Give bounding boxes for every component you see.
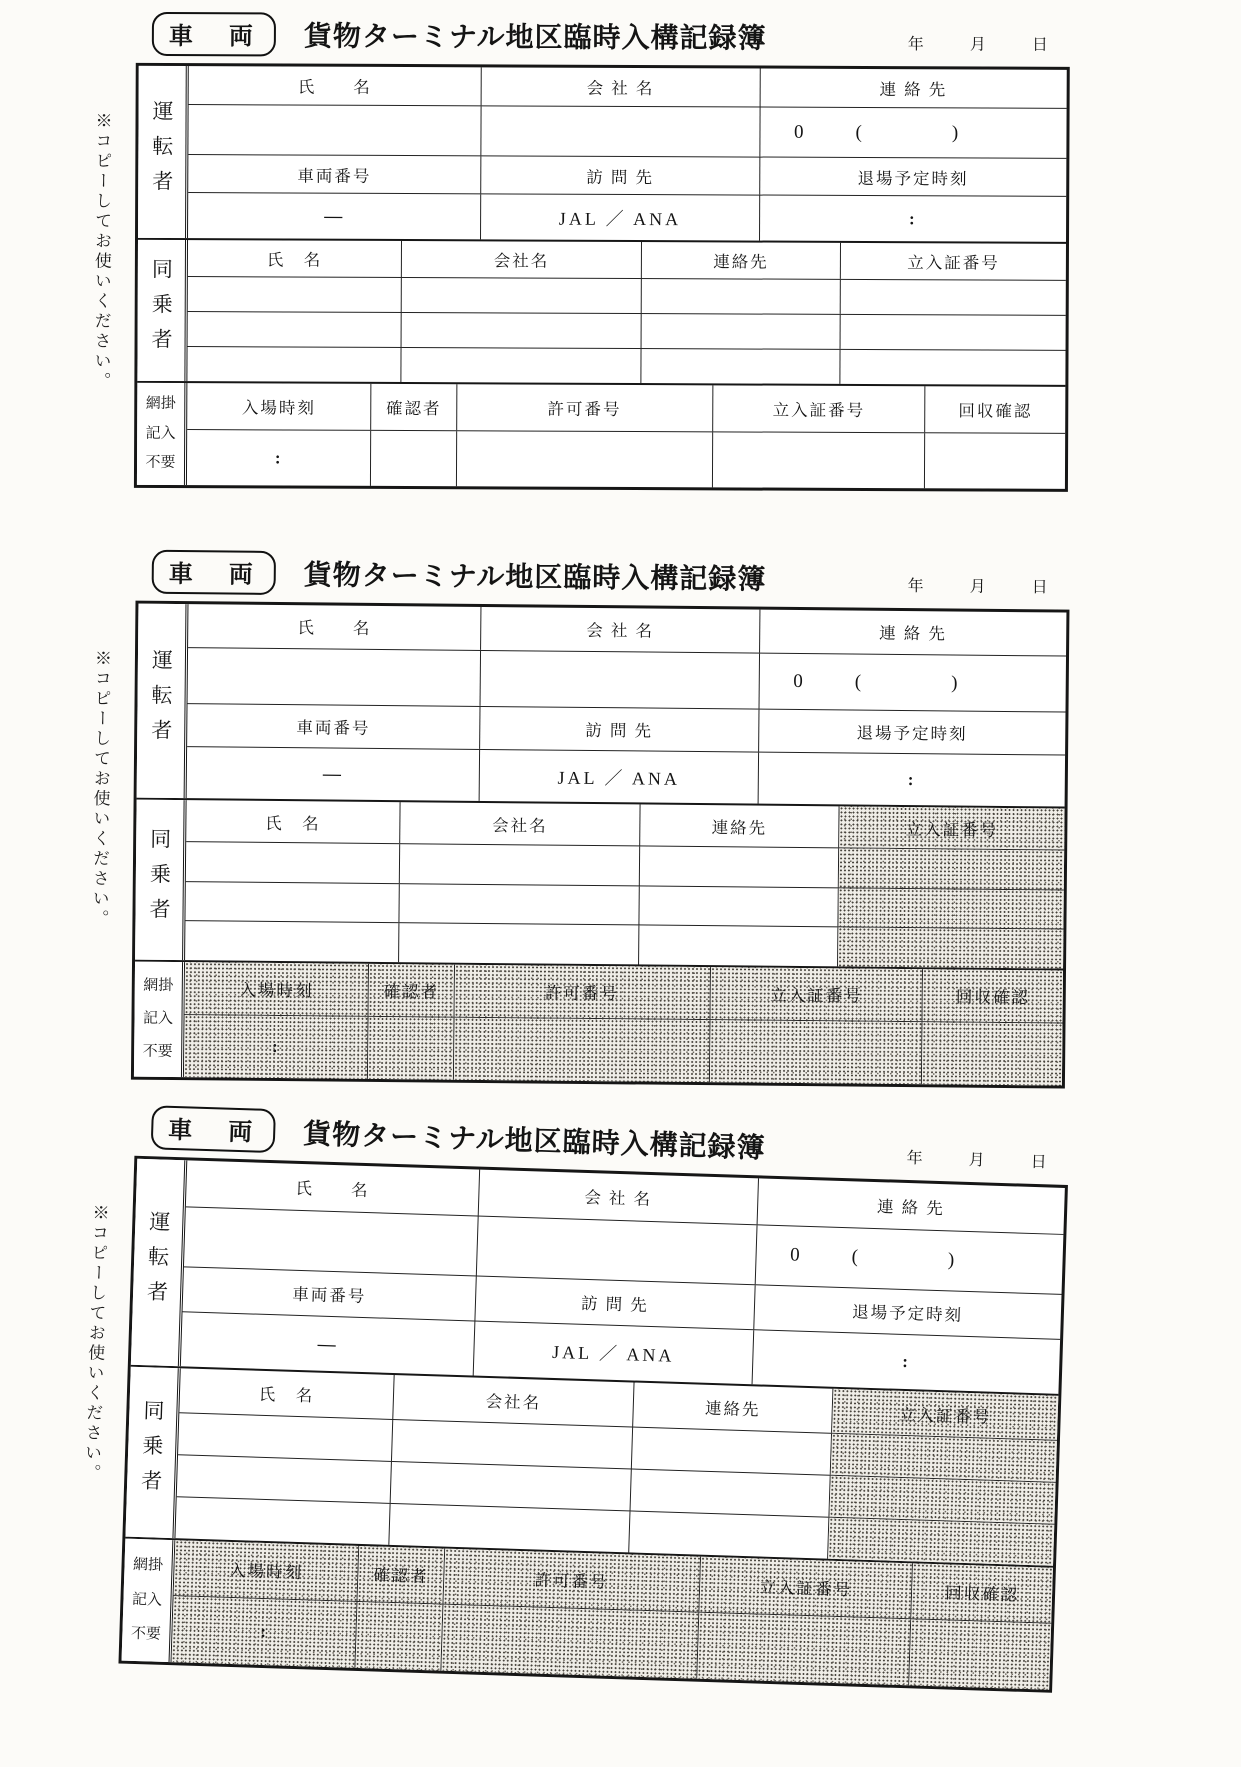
driver-section-label xyxy=(137,604,189,799)
passenger-section xyxy=(137,238,1066,385)
checker-header: 確認者 xyxy=(372,384,457,430)
passenger-name-input[interactable] xyxy=(188,277,402,312)
vehicle-input-row xyxy=(187,746,1065,806)
office-input-row xyxy=(187,429,1065,489)
passenger-contact-header: 連絡先 xyxy=(640,805,840,848)
entry-time-cell xyxy=(187,430,372,486)
passenger-name-header: 氏 名 xyxy=(188,240,402,277)
passenger-contact-input[interactable] xyxy=(641,349,840,384)
passenger-contact-input[interactable] xyxy=(630,1469,830,1516)
vehicle-badge: 車 両 xyxy=(152,550,276,595)
vehicle-number-dash: ― xyxy=(317,1333,339,1354)
form-title: 貨物ターミナル地区臨時入構記録簿 xyxy=(303,20,767,54)
permit-number-header: 許可番号 xyxy=(443,1548,701,1611)
passenger-pass-number-cell xyxy=(831,1433,1057,1481)
passenger-company-input[interactable] xyxy=(402,278,642,313)
phone-paren-close-icon: ) xyxy=(951,672,958,694)
month-label: 月 xyxy=(968,1151,985,1169)
office-header-row xyxy=(187,383,1065,433)
passenger-section xyxy=(135,798,1065,968)
entry-time-header: 入場時刻 xyxy=(187,383,372,430)
passenger-pass-number-header: 立入証番号 xyxy=(907,253,1000,273)
phone-paren-open-icon: ( xyxy=(855,121,862,143)
exit-time-input[interactable] xyxy=(760,196,1067,242)
exit-time-colon: : xyxy=(909,208,917,228)
collection-confirm-header: 回収確認 xyxy=(912,1563,1053,1623)
passenger-pass-number-cell xyxy=(828,1517,1054,1565)
day-label: 日 xyxy=(1031,36,1048,54)
phone-paren-open-icon: ( xyxy=(851,1246,859,1268)
office-pass-number-header: 立入証番号 xyxy=(713,385,926,432)
passenger-contact-input[interactable] xyxy=(639,926,839,966)
driver-input-row xyxy=(188,647,1067,712)
form-title: 貨物ターミナル地区臨時入構記録簿 xyxy=(303,559,767,595)
passenger-contact-input[interactable] xyxy=(629,1511,829,1558)
month-label: 月 xyxy=(969,35,986,54)
passenger-header-row xyxy=(188,240,1066,280)
vehicle-badge: 車 両 xyxy=(151,1105,276,1153)
office-label-line: 網掛 xyxy=(143,977,174,995)
collection-confirm-cell xyxy=(922,1022,1062,1086)
checker-cell xyxy=(371,431,456,486)
office-header-row xyxy=(185,962,1063,1022)
passenger-name-input[interactable] xyxy=(188,312,402,347)
year-label: 年 xyxy=(907,35,924,53)
passenger-company-input[interactable] xyxy=(402,313,642,348)
driver-section xyxy=(138,66,1067,242)
passenger-company-header: 会社名 xyxy=(402,241,642,278)
passenger-contact-header: 連絡先 xyxy=(633,1383,834,1432)
passenger-contact-input[interactable] xyxy=(642,279,841,314)
driver-company-input[interactable] xyxy=(482,106,761,156)
collection-confirm-header: 回収確認 xyxy=(923,969,1063,1022)
passenger-company-header: 会社名 xyxy=(394,1375,635,1426)
exit-time-colon: : xyxy=(901,1352,911,1372)
passenger-pass-number-cell xyxy=(841,315,1066,350)
year-label: 年 xyxy=(906,1149,923,1167)
scanned-form-page xyxy=(0,12,1241,1767)
permit-number-cell xyxy=(453,1017,710,1082)
office-label-text xyxy=(134,961,182,1077)
office-section-label xyxy=(134,961,185,1077)
passenger-section xyxy=(125,1365,1058,1565)
exit-time-header: 退場予定時刻 xyxy=(856,723,968,745)
phone-paren-close-icon: ) xyxy=(947,1249,955,1271)
driver-name-input[interactable] xyxy=(188,105,481,155)
passenger-pass-number-cell xyxy=(838,927,1063,968)
office-input-row xyxy=(184,1014,1063,1086)
collection-confirm-header: 回収確認 xyxy=(958,401,1033,421)
office-pass-number-cell xyxy=(713,432,926,488)
permit-number-cell xyxy=(441,1604,699,1678)
passenger-pass-number-cell xyxy=(841,280,1066,315)
vehicle-number-input[interactable] xyxy=(181,1312,476,1375)
passenger-row-3 xyxy=(187,346,1065,385)
entry-time-header: 入場時刻 xyxy=(185,962,370,1016)
office-label-line: 網掛 xyxy=(145,395,176,413)
exit-time-colon: : xyxy=(907,769,916,789)
checker-header: 確認者 xyxy=(358,1545,445,1603)
passenger-company-input[interactable] xyxy=(402,348,642,383)
form-title: 貨物ターミナル地区臨時入構記録簿 xyxy=(302,1117,767,1164)
passenger-contact-input[interactable] xyxy=(632,1427,832,1474)
office-label-line: 不要 xyxy=(130,1625,162,1643)
passenger-row-1 xyxy=(188,276,1066,315)
passenger-label-text: 同乗者 xyxy=(148,257,174,363)
office-label-line: 網掛 xyxy=(132,1556,164,1574)
visit-destination-options: JAL ／ ANA xyxy=(558,208,682,229)
date-fields xyxy=(908,21,1048,55)
passenger-name-input[interactable] xyxy=(187,347,401,382)
form-copy-1 xyxy=(91,12,1070,492)
passenger-contact-input[interactable] xyxy=(640,846,840,886)
office-label-text xyxy=(122,1538,173,1662)
office-pass-number-cell xyxy=(697,1612,911,1685)
driver-contact-input[interactable] xyxy=(760,108,1067,158)
driver-company-input[interactable] xyxy=(477,1216,757,1284)
driver-input-row xyxy=(188,104,1066,158)
driver-company-header: 会 社 名 xyxy=(479,1169,759,1223)
checker-cell xyxy=(368,1016,454,1079)
year-label: 年 xyxy=(907,577,924,595)
driver-contact-header: 連 絡 先 xyxy=(876,1196,946,1218)
passenger-section-label xyxy=(137,240,188,381)
office-label-line: 記入 xyxy=(145,425,176,442)
driver-company-header: 会 社 名 xyxy=(482,67,760,106)
passenger-contact-input[interactable] xyxy=(641,314,840,349)
visit-destination-input[interactable] xyxy=(480,750,759,804)
entry-record-table xyxy=(134,63,1070,492)
driver-contact-input[interactable] xyxy=(755,1225,1063,1294)
vehicle-number-header: 車両番号 xyxy=(183,1267,478,1321)
passenger-name-input[interactable] xyxy=(175,1497,390,1545)
passenger-name-input[interactable] xyxy=(178,1413,393,1461)
office-pass-number-cell xyxy=(710,1020,923,1084)
visit-destination-input[interactable] xyxy=(474,1322,754,1385)
copy-instruction-note: ※コピーしてお使いください。 xyxy=(89,649,112,930)
driver-company-header: 会 社 名 xyxy=(481,607,760,653)
phone-paren-close-icon: ) xyxy=(951,121,959,143)
entry-time-cell xyxy=(172,1596,358,1668)
passenger-name-input[interactable] xyxy=(185,882,400,923)
passenger-pass-number-cell xyxy=(839,848,1064,889)
phone-paren-open-icon: ( xyxy=(854,671,862,693)
driver-name-header: 氏 名 xyxy=(189,66,482,105)
day-label: 日 xyxy=(1031,578,1048,596)
passenger-contact-header: 連絡先 xyxy=(642,242,841,279)
day-label: 日 xyxy=(1030,1153,1047,1171)
office-use-section xyxy=(134,959,1063,1085)
driver-contact-input[interactable] xyxy=(759,654,1066,712)
visit-destination-input[interactable] xyxy=(481,194,760,240)
driver-section-label xyxy=(131,1159,187,1367)
entry-time-colon: : xyxy=(271,1036,280,1056)
driver-section xyxy=(131,1159,1065,1394)
driver-header-row xyxy=(189,66,1067,108)
entry-time-header: 入場時刻 xyxy=(174,1540,360,1601)
permit-number-cell xyxy=(456,431,713,487)
driver-name-header: 氏 名 xyxy=(188,604,482,650)
visit-destination-options: JAL ／ ANA xyxy=(557,767,681,789)
passenger-company-header: 会社名 xyxy=(400,803,640,846)
passenger-name-input[interactable] xyxy=(185,921,400,962)
office-label-line: 記入 xyxy=(131,1591,163,1609)
visit-destination-options: JAL ／ ANA xyxy=(551,1342,675,1366)
vehicle-header-row xyxy=(188,154,1066,196)
passenger-row-3 xyxy=(185,920,1063,968)
date-fields xyxy=(906,1134,1047,1171)
vehicle-number-dash: ― xyxy=(324,205,345,226)
passenger-row-2 xyxy=(188,311,1066,350)
passenger-contact-input[interactable] xyxy=(639,886,839,926)
passenger-label-text: 同乗者 xyxy=(137,1399,166,1506)
driver-company-input[interactable] xyxy=(481,651,760,709)
form-copy-2 xyxy=(89,550,1070,1089)
vehicle-number-dash: ― xyxy=(322,763,344,784)
driver-contact-header: 連 絡 先 xyxy=(879,624,947,644)
form-copy-3 xyxy=(81,1105,1069,1693)
passenger-name-input[interactable] xyxy=(186,842,401,883)
passenger-company-input[interactable] xyxy=(391,1461,632,1510)
form-header xyxy=(136,12,1070,60)
driver-section xyxy=(137,604,1067,807)
office-label-text xyxy=(137,383,184,485)
passenger-company-input[interactable] xyxy=(399,923,639,964)
month-label: 月 xyxy=(969,578,986,596)
office-pass-number-header: 立入証番号 xyxy=(699,1556,913,1618)
exit-time-header: 退場予定時刻 xyxy=(857,168,969,188)
vehicle-number-header: 車両番号 xyxy=(187,705,481,750)
vehicle-number-input[interactable] xyxy=(188,193,481,239)
collection-confirm-cell xyxy=(925,433,1065,489)
entry-record-table xyxy=(131,601,1070,1089)
office-use-section xyxy=(137,381,1065,489)
phone-prefix: 0 xyxy=(789,1244,801,1266)
passenger-company-input[interactable] xyxy=(400,844,640,885)
phone-prefix: 0 xyxy=(793,670,803,692)
entry-time-colon: : xyxy=(260,1621,269,1641)
copy-instruction-note: ※コピーしてお使いください。 xyxy=(91,111,112,392)
passenger-company-input[interactable] xyxy=(400,884,640,925)
visit-destination-header: 訪 問 先 xyxy=(476,1276,756,1329)
driver-label-text: 運転者 xyxy=(148,648,174,754)
exit-time-input[interactable] xyxy=(758,753,1065,807)
entry-record-table xyxy=(118,1156,1067,1693)
driver-label-text: 運転者 xyxy=(149,99,175,205)
visit-destination-header: 訪 問 先 xyxy=(481,156,759,194)
entry-time-cell xyxy=(184,1015,369,1079)
visit-destination-header: 訪 問 先 xyxy=(480,707,759,752)
vehicle-badge: 車 両 xyxy=(152,12,276,57)
passenger-pass-number-cell xyxy=(841,350,1066,385)
entry-time-colon: : xyxy=(274,447,283,467)
passenger-pass-number-cell xyxy=(830,1475,1056,1523)
passenger-pass-number-header: 立入証番号 xyxy=(839,807,1064,850)
exit-time-header: 退場予定時刻 xyxy=(851,1302,964,1325)
permit-number-header: 許可番号 xyxy=(457,384,714,431)
passenger-section-label xyxy=(135,800,187,960)
office-section-label xyxy=(137,383,187,485)
passenger-name-header: 氏 名 xyxy=(186,800,401,843)
phone-prefix: 0 xyxy=(794,121,804,143)
driver-contact-header: 連 絡 先 xyxy=(879,80,948,100)
collection-confirm-cell xyxy=(910,1619,1052,1690)
office-pass-number-header: 立入証番号 xyxy=(710,967,923,1021)
passenger-name-input[interactable] xyxy=(177,1455,392,1503)
driver-name-input[interactable] xyxy=(184,1207,479,1275)
copy-instruction-note: ※コピーしてお使いください。 xyxy=(81,1203,109,1484)
driver-name-input[interactable] xyxy=(188,648,482,706)
office-section-label xyxy=(122,1538,176,1662)
vehicle-number-input[interactable] xyxy=(187,747,481,801)
driver-section-label xyxy=(138,66,189,238)
driver-name-header: 氏 名 xyxy=(186,1160,481,1215)
office-label-line: 不要 xyxy=(142,1043,173,1060)
date-fields xyxy=(908,563,1048,597)
passenger-pass-number-cell xyxy=(839,888,1064,929)
driver-label-text: 運転者 xyxy=(143,1209,172,1316)
vehicle-number-header: 車両番号 xyxy=(188,155,481,193)
checker-cell xyxy=(356,1602,443,1671)
passenger-company-input[interactable] xyxy=(390,1503,631,1552)
permit-number-header: 許可番号 xyxy=(454,964,711,1018)
passenger-pass-number-header: 立入証番号 xyxy=(832,1389,1058,1439)
passenger-company-input[interactable] xyxy=(392,1419,633,1468)
exit-time-input[interactable] xyxy=(752,1330,1060,1394)
checker-header: 確認者 xyxy=(369,964,455,1017)
passenger-name-header: 氏 名 xyxy=(179,1369,394,1419)
office-label-line: 不要 xyxy=(145,455,176,472)
passenger-label-text: 同乗者 xyxy=(146,827,172,933)
form-header xyxy=(136,550,1070,603)
office-label-line: 記入 xyxy=(142,1010,174,1027)
vehicle-input-row xyxy=(188,192,1066,242)
passenger-section-label xyxy=(125,1367,180,1538)
